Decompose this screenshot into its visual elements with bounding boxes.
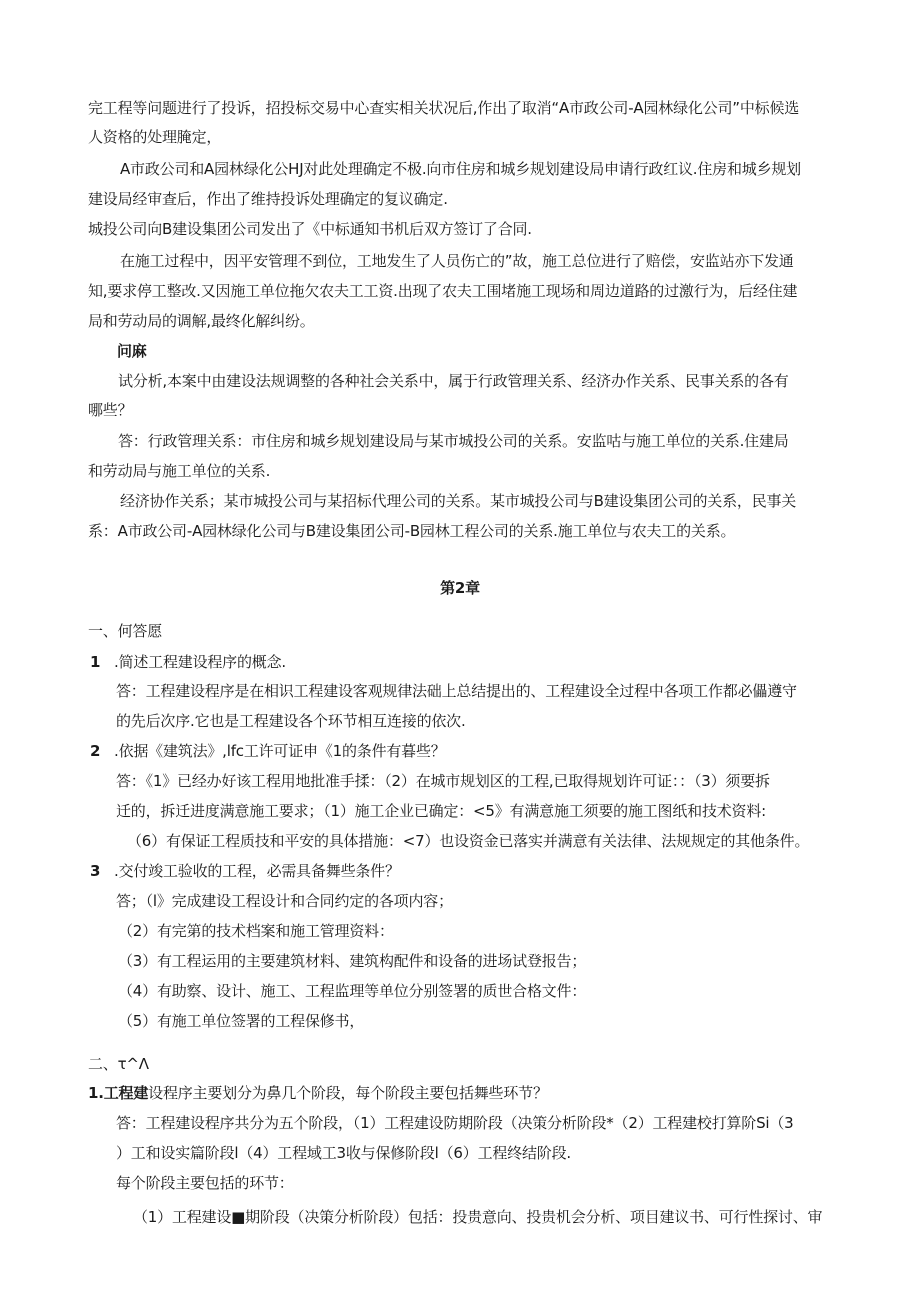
- question-number: 2: [90, 742, 101, 760]
- answer-line: ）工和设实篇阶段l（4）工程域工3收与保修阶段l（6）工程终结阶段.: [116, 1144, 571, 1162]
- paragraph-line: A市政公司和A园林绿化公HJ对此处理确定不极.向市住房和城乡规划建设局申请行政红议.住房和城乡规划: [120, 160, 801, 178]
- paragraph-line: 建设局经审查后，作出了维持投诉处理确定的复议确定.: [88, 190, 448, 208]
- question-number: 1: [90, 653, 101, 671]
- paragraph-line: 人资格的处理腌定，: [88, 128, 222, 146]
- paragraph-line: 城投公司向B建设集团公司发出了《中标通知书机后双方签订了合同.: [88, 220, 532, 238]
- answer-line: （5）有施工单位签署的工程保修书，: [118, 1012, 365, 1030]
- question-rest: 设程序主要划分为鼻几个阶段，每个阶段主要包括舞些环节？: [148, 1084, 548, 1102]
- question-heading: 问麻: [117, 342, 147, 360]
- paragraph-line: 完工程等问题进行了投诉，招投标交易中心查实相关状况后,作出了取消“A市政公司-A园林绿化公司”中标候选: [88, 99, 800, 117]
- question-text: .交付竣工验收的工程，必需具备舞些条件？: [114, 862, 400, 880]
- section-heading: 一、何答愿: [88, 622, 163, 640]
- answer-line: 答；（l》完成建设工程设计和合同约定的各项内容；: [116, 892, 453, 910]
- paragraph-line: 试分析,本案中由建设法规调整的各种社会关系中，属于行政管理关系、经济办作关系、民事关系的各有: [118, 372, 789, 390]
- paragraph-line: 知,要求停工整改.又因施工单位拖欠农夫工工资.出现了农夫工围堵施工现场和周边道路的过激行为，后经住建: [88, 282, 798, 300]
- question-text: .简述工程建设程序的概念.: [114, 653, 286, 671]
- paragraph-line: 哪些？: [88, 401, 133, 419]
- answer-line: （3）有工程运用的主要建筑材料、建筑构配件和设备的进场试登报告；: [118, 952, 587, 970]
- paragraph-line: 经济协作关系；某市城投公司与某招标代理公司的关系。某市城投公司与B建设集团公司的关系，民事关: [120, 492, 797, 510]
- answer-line: 的先后次序.它也是工程建设各个环节相互连接的依次.: [116, 712, 466, 730]
- paragraph-line: 答：行政管理关系：市住房和城乡规划建设局与某市城投公司的关系。安监咕与施工单位的关系.住建局: [118, 432, 789, 450]
- answer-line: 迁的，拆迁进度满意施工要求；（1）施工企业已确定：<5》有满意施工须要的施工图纸和技术资料:: [116, 802, 767, 820]
- paragraph-line: 局和劳动局的调解,最终化解纠纷。: [88, 312, 315, 330]
- paragraph-line: 在施工过程中，因平安管理不到位，工地发生了人员伤亡的”故，施工总位进行了赔偿，安监站亦下发通: [120, 252, 794, 270]
- question-lead: 1.工程建: [88, 1084, 149, 1102]
- answer-line: （2）有完第的技术档案和施工管理资料：: [118, 922, 394, 940]
- answer-line: 答：工程建设程序共分为五个阶段，（1）工程建设防期阶段（决策分析阶段*（2）工程建校打算阶Si（3: [116, 1114, 794, 1132]
- paragraph-line: 和劳动局与施工单位的关系.: [88, 462, 271, 480]
- chapter-title: 第2章: [440, 579, 480, 597]
- question-text: .依据《建筑法》,lfc工许可证申《1的条件有暮些？: [114, 742, 446, 760]
- answer-line: 每个阶段主要包括的环节：: [116, 1174, 294, 1192]
- question-text: [88, 1083, 548, 1103]
- answer-line: （1）工程建设■期阶段（决策分析阶段）包括：投贵意向、投贵机会分析、项目建议书、可行性探讨、审: [133, 1208, 823, 1226]
- question-number: 3: [90, 862, 101, 880]
- paragraph-line: 系：A市政公司-A园林绿化公司与B建设集团公司-B园林工程公司的关系.施工单位与农夫工的关系。: [88, 522, 736, 540]
- answer-line: （6）有保证工程质技和平安的具体措施：<7）也设资金已落实并满意有关法律、法规规定的其他条件。: [127, 832, 810, 850]
- section-heading: 二、τ^Λ: [88, 1055, 149, 1073]
- answer-line: 答：工程建设程序是在相识工程建设客观规律法础上总结提出的、工程建设全过程中各项工作都必儡遵守: [116, 682, 797, 700]
- answer-line: 答：《1》已经办好该工程用地批准手揉：（2）在城市规划区的工程,已取得规划许可证：：（3）须要拆: [116, 772, 770, 790]
- answer-line: （4）有助察、设计、施工、工程监理等单位分别签署的质世合格文件：: [118, 982, 587, 1000]
